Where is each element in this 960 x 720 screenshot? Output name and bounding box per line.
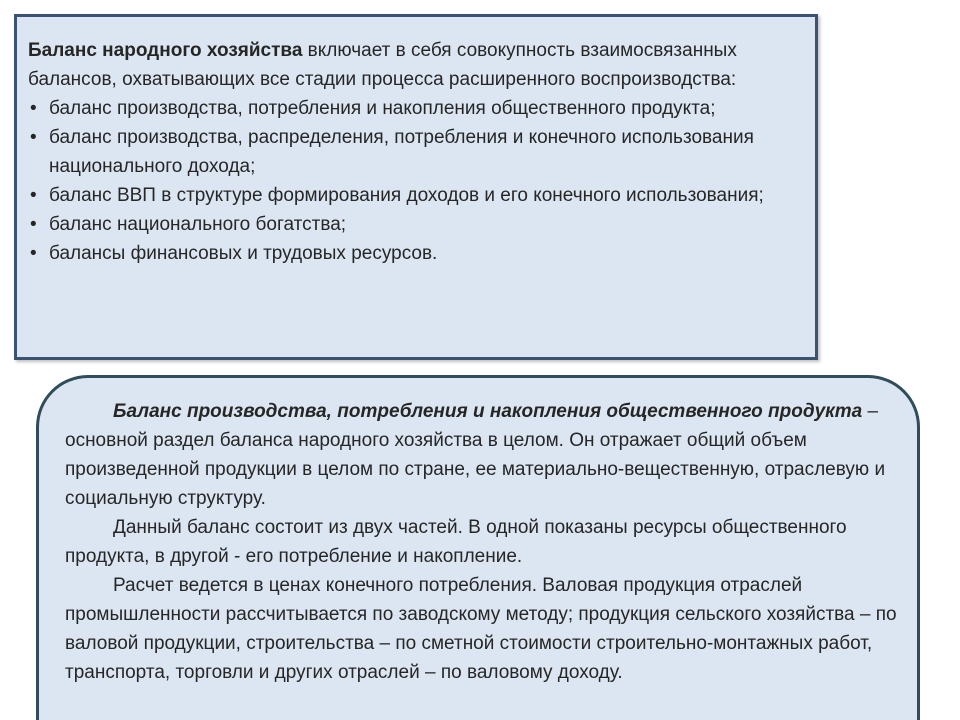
bullet-icon: • xyxy=(30,98,37,119)
balance-definition-box xyxy=(14,14,818,360)
list-item xyxy=(28,210,805,239)
intro-term: Баланс народного хозяйства xyxy=(28,40,303,61)
list-item-text: балансы финансовых и трудовых ресурсов. xyxy=(49,243,438,264)
list-item xyxy=(28,94,805,123)
balance-list xyxy=(28,94,805,268)
intro-text: включает в себя совокупность взаимосвязанных балансов, охватывающих все стадии процесса расширенного воспроизводства: xyxy=(28,40,737,90)
list-item-text: баланс производства, распределения, потребления и конечного использования национального дохода; xyxy=(49,127,754,177)
production-balance-box xyxy=(36,375,920,720)
bullet-icon: • xyxy=(30,243,37,264)
bullet-icon: • xyxy=(30,185,37,206)
bullet-icon: • xyxy=(30,127,37,148)
definition-text: –основной раздел баланса народного хозяйства в целом. Он отражает общий объем произведенной продукции в целом по стране, ее материально-вещественную, отраслевую и социальную структуру. xyxy=(65,401,886,509)
list-item xyxy=(28,181,805,210)
list-item xyxy=(28,239,805,268)
paragraph-structure: Данный баланс состоит из двух частей. В одной показаны ресурсы общественного продукта, в другой - его потребление и накопление. xyxy=(65,517,847,567)
list-item xyxy=(28,123,805,181)
paragraph-definition xyxy=(65,397,897,513)
list-item-text: баланс национального богатства; xyxy=(49,214,347,235)
bullet-icon: • xyxy=(30,214,37,235)
list-item-text: баланс ВВП в структуре формирования доходов и его конечного использования; xyxy=(49,185,764,206)
definition-term: Баланс производства, потребления и накопления общественного продукта xyxy=(113,401,863,422)
list-item-text: баланс производства, потребления и накопления общественного продукта; xyxy=(49,98,716,119)
paragraph-calculation: Расчет ведется в ценах конечного потребления. Валовая продукция отраслей промышленности рассчитывается по заводскому методу; продукция сельского хозяйства – по валовой продукции, строительства – по сметной стоимости строительно-монтажных работ, транспорта, торговли и других отраслей – по валовому доходу. xyxy=(65,575,897,683)
intro-paragraph xyxy=(28,36,805,94)
